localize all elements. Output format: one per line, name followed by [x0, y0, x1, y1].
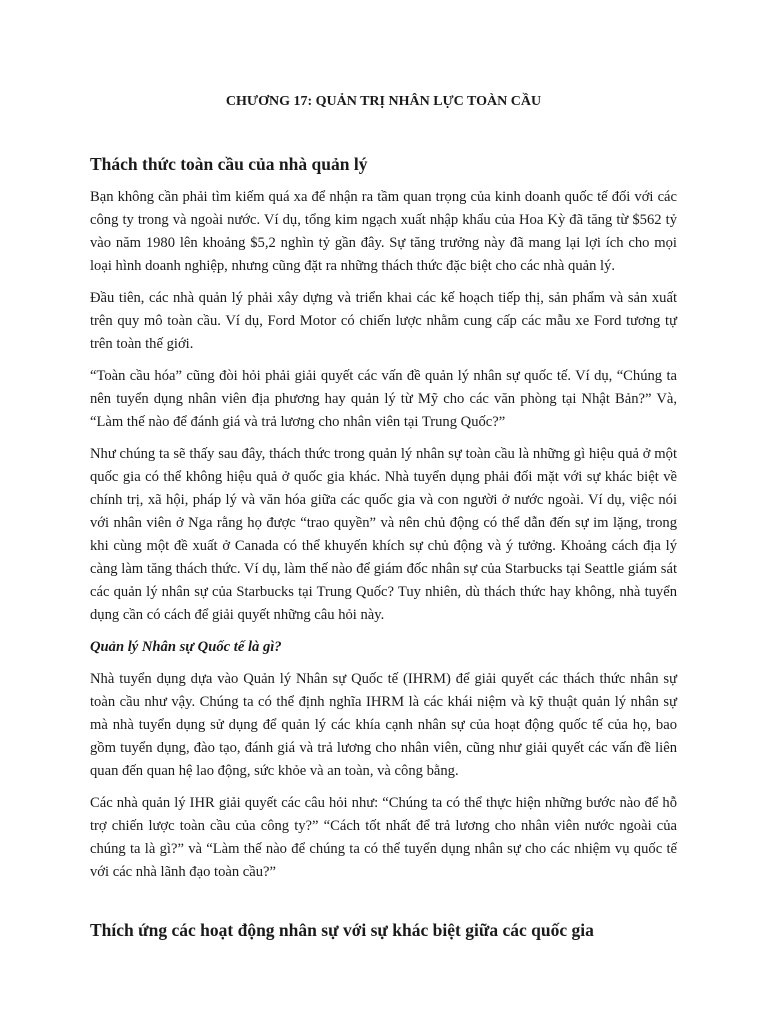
paragraph: Các nhà quản lý IHR giải quyết các câu hỏi như: “Chúng ta có thể thực hiện những bước nào để hỗ trợ chiến lược toàn cầu của công ty?” “Cách tốt nhất để trả lương cho nhân viên nước ngoài của chúng ta là gì?” và “Làm thế nào để chúng ta có thể tuyển dụng nhân sự cho các nhiệm vụ quốc tế với các nhà lãnh đạo toàn cầu?” — [90, 795, 677, 880]
subsection-heading-ihrm: Quản lý Nhân sự Quốc tế là gì? — [90, 639, 282, 655]
paragraph: Nhà tuyển dụng dựa vào Quản lý Nhân sự Quốc tế (IHRM) để giải quyết các thách thức nhân sự toàn cầu như vậy. Chúng ta có thể định nghĩa IHRM là các khái niệm và kỹ thuật quản lý nhân sự mà nhà tuyển dụng sử dụng để quản lý các khía cạnh nhân sự của hoạt động quốc tế của họ, bao gồm tuyển dụng, đào tạo, đánh giá và trả lương cho nhân viên, cũng như giải quyết các vấn đề liên quan đến quan hệ lao động, sức khỏe và an toàn, và công bằng. — [90, 671, 677, 779]
section-heading-adapting-hr: Thích ứng các hoạt động nhân sự với sự khác biệt giữa các quốc gia — [90, 920, 594, 940]
paragraph: “Toàn cầu hóa” cũng đòi hỏi phải giải quyết các vấn đề quản lý nhân sự quốc tế. Ví dụ, “Chúng ta nên tuyển dụng nhân viên địa phương hay quản lý từ Mỹ cho các văn phòng tại Nhật Bản?” Và, “Làm thế nào để đánh giá và trả lương cho nhân viên tại Trung Quốc?” — [90, 368, 677, 430]
paragraph: Như chúng ta sẽ thấy sau đây, thách thức trong quản lý nhân sự toàn cầu là những gì hiệu quả ở một quốc gia có thể không hiệu quả ở quốc gia khác. Nhà tuyển dụng phải đối mặt với sự khác biệt về chính trị, xã hội, pháp lý và văn hóa giữa các quốc gia và con người ở nước ngoài. Ví dụ, việc nói với nhân viên ở Nga rằng họ được “trao quyền” và nên chủ động có thể dẫn đến sự im lặng, trong khi cùng một đề xuất ở Canada có thể khuyến khích sự chủ động và ý tưởng. Khoảng cách địa lý càng làm tăng thách thức. Ví dụ, làm thế nào để giám đốc nhân sự của Starbucks tại Seattle giám sát các quản lý nhân sự của Starbucks tại Trung Quốc? Tuy nhiên, dù thách thức hay không, nhà tuyển dụng cần có cách để giải quyết những câu hỏi này. — [90, 446, 677, 623]
document-page — [90, 92, 677, 952]
paragraph: Đầu tiên, các nhà quản lý phải xây dựng và triển khai các kế hoạch tiếp thị, sản phẩm và sản xuất trên quy mô toàn cầu. Ví dụ, Ford Motor có chiến lược nhằm cung cấp các mẫu xe Ford tương tự trên toàn thế giới. — [90, 290, 677, 352]
section-heading-global-challenge: Thách thức toàn cầu của nhà quản lý — [90, 154, 368, 174]
paragraph: Bạn không cần phải tìm kiếm quá xa để nhận ra tầm quan trọng của kinh doanh quốc tế đối với các công ty trong và ngoài nước. Ví dụ, tổng kim ngạch xuất nhập khẩu của Hoa Kỳ đã tăng từ $562 tỷ vào năm 1980 lên khoảng $5,2 nghìn tỷ gần đây. Sự tăng trưởng này đã mang lại lợi ích cho mọi loại hình doanh nghiệp, nhưng cũng đặt ra những thách thức đặc biệt cho các nhà quản lý. — [90, 189, 677, 274]
chapter-title: CHƯƠNG 17: QUẢN TRỊ NHÂN LỰC TOÀN CẦU — [225, 94, 542, 109]
